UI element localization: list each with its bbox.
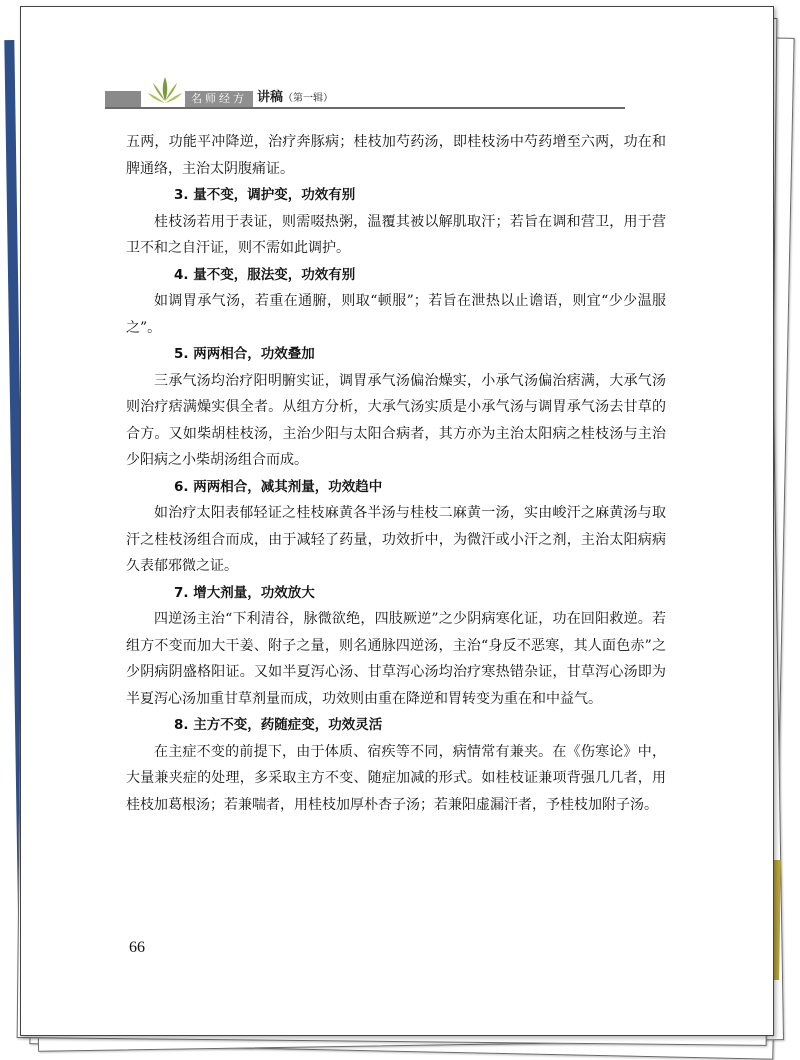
subtitle-paren: （第一辑） bbox=[283, 93, 334, 104]
running-header bbox=[105, 69, 625, 109]
series-subtitle bbox=[257, 88, 333, 109]
book-page bbox=[20, 6, 774, 1036]
paragraph: 在主症不变的前提下，由于体质、宿疾等不同，病情常有兼夹。在《伤寒论》中，大量兼夹症的处理，多采取主方不变、随症加减的形式。如桂枝证兼项背强几几者，用桂枝加葛根汤；若兼喘者，用桂枝加厚朴杏子汤；若兼阳虚漏汗者，予桂枝加附子汤。 bbox=[126, 743, 666, 813]
paragraph: 四逆汤主治“下利清谷，脉微欲绝，四肢厥逆”之少阴病寒化证，功在回阳救逆。若组方不变而加大干姜、附子之量，则名通脉四逆汤，主治“身反不恶寒，其人面色赤”之少阴病阴盛格阳证。又如半夏泻心汤、甘草泻心汤均治疗寒热错杂证，甘草泻心汤即为半夏泻心汤加重甘草剂量而成，功效则由重在降逆和胃转变为重在和中益气。 bbox=[126, 611, 666, 707]
page-number: 66 bbox=[129, 939, 145, 956]
header-gray-block bbox=[105, 91, 141, 107]
section-heading: 5. 两两相合，功效叠加 bbox=[174, 346, 315, 362]
section-heading: 6. 两两相合，减其剂量，功效趋中 bbox=[174, 478, 383, 495]
paragraph: 桂枝汤若用于表证，则需啜热粥，温覆其被以解肌取汗；若旨在调和营卫，用于营卫不和之自汗证，则不需如此调护。 bbox=[126, 213, 666, 256]
series-title-banner: 名师经方 bbox=[185, 91, 253, 107]
header-rule bbox=[105, 107, 625, 109]
paragraph: 如治疗太阳表郁轻证之桂枝麻黄各半汤与桂枝二麻黄一汤，实由峻汗之麻黄汤与取汗之桂枝汤组合而成，由于减轻了药量，功效折中，为微汗或小汗之剂，主治太阳病病久表郁邪微之证。 bbox=[126, 505, 666, 574]
paragraph: 三承气汤均治疗阳明腑实证，调胃承气汤偏治燥实，小承气汤偏治痞满，大承气汤则治疗痞满燥实俱全者。从组方分析，大承气汤实质是小承气汤与调胃承气汤去甘草的合方。又如柴胡桂枝汤，主治少阳与太阳合病者，其方亦为主治太阳病之桂枝汤与主治少阳病之小柴胡汤组合而成。 bbox=[126, 372, 666, 468]
section-heading: 7. 增大剂量，功效放大 bbox=[174, 584, 315, 601]
section-heading: 4. 量不变，服法变，功效有别 bbox=[174, 266, 356, 283]
section-heading: 3. 量不变，调护变，功效有别 bbox=[174, 187, 356, 203]
lotus-logo-icon bbox=[147, 73, 183, 107]
subtitle-text: 讲稿 bbox=[257, 90, 284, 105]
paragraph: 五两，功能平冲降逆，治疗奔豚病；桂枝加芍药汤，即桂枝汤中芍药增至六两，功在和脾通络，主治太阴腹痛证。 bbox=[126, 134, 666, 177]
section-heading: 8. 主方不变，药随症变，功效灵活 bbox=[174, 717, 383, 733]
body-text bbox=[126, 129, 666, 818]
paragraph: 如调胃承气汤，若重在通腑，则取“顿服”；若旨在泄热以止谵语，则宜“少少温服之”。 bbox=[126, 293, 666, 336]
